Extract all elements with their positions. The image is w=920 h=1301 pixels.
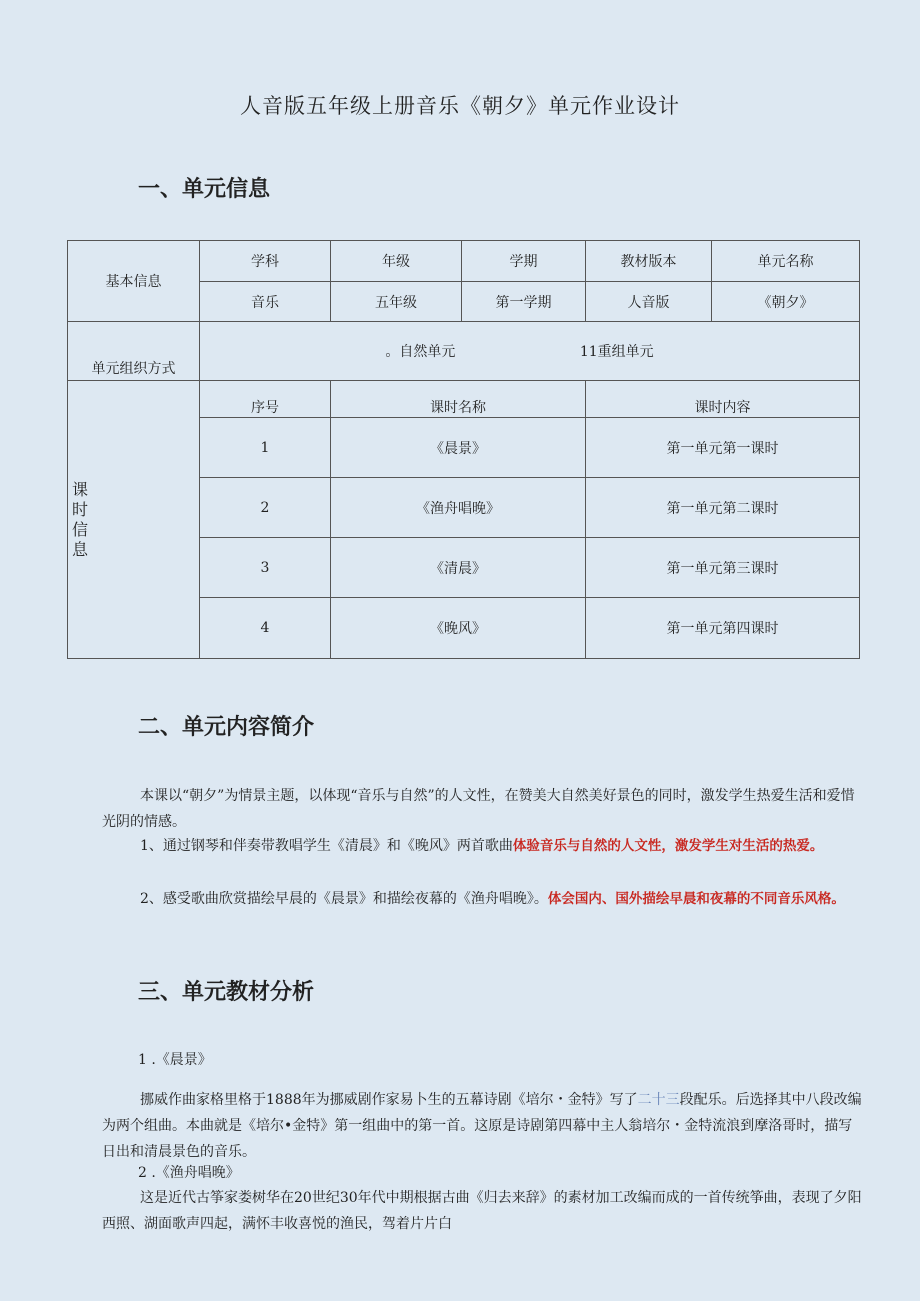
analysis-item-1-text [102, 1087, 862, 1165]
header-subject: 学科 [200, 241, 331, 282]
lesson-name: 《渔舟唱晚》 [331, 478, 586, 538]
lesson-no: 4 [200, 598, 331, 659]
intro-p3-text: 2、感受歌曲欣赏描绘早晨的《晨景》和描绘夜幕的《渔舟唱晚》。 [140, 891, 548, 907]
lesson-content: 第一单元第一课时 [586, 418, 860, 478]
lesson-no: 1 [200, 418, 331, 478]
lesson-name: 《晨景》 [331, 418, 586, 478]
section-heading-content-intro: 二、单元内容简介 [138, 715, 315, 740]
lesson-content: 第一单元第二课时 [586, 478, 860, 538]
org-method-options [200, 322, 860, 381]
value-edition: 人音版 [586, 282, 712, 322]
value-subject: 音乐 [200, 282, 331, 322]
lesson-name: 《清晨》 [331, 538, 586, 598]
lesson-no: 2 [200, 478, 331, 538]
header-term: 学期 [462, 241, 586, 282]
intro-p2-highlight: 体验音乐与自然的人文性，激发学生对生活的热爱。 [512, 838, 824, 854]
lesson-info-label: 课 时 信 息 [68, 381, 200, 659]
intro-paragraph-1: 本课以“朝夕”为情景主题，以体现“音乐与自然”的人文性，在赞美大自然美好景色的同时，激发学生热爱生活和爱惜光阴的情感。 [102, 788, 855, 830]
value-unit-name: 《朝夕》 [712, 282, 860, 322]
unit-info-table [67, 240, 860, 659]
intro-p3-highlight: 体会国内、国外描绘早晨和夜幕的不同音乐风格。 [547, 891, 845, 907]
lesson-no: 3 [200, 538, 331, 598]
header-unit-name: 单元名称 [712, 241, 860, 282]
analysis-item-2-title: 2 .《渔舟唱晚》 [138, 1165, 240, 1181]
org-method-label: 单元组织方式 [68, 322, 200, 381]
document-title: 人音版五年级上册音乐《朝夕》单元作业设计 [240, 94, 680, 118]
value-grade: 五年级 [331, 282, 462, 322]
analysis-item-1-title: 1 .《晨景》 [138, 1052, 212, 1068]
intro-paragraph-3 [102, 886, 862, 912]
section-heading-material-analysis: 三、单元教材分析 [138, 980, 315, 1005]
analysis-item-2-text: 这是近代古筝家娄树华在20世纪30年代中期根据古曲《归去来辞》的素材加工改编而成的一首传统筝曲，表现了夕阳西照、湖面歌声四起，满怀丰收喜悦的渔民，驾着片片白 [102, 1190, 862, 1232]
lesson-name: 《晚风》 [331, 598, 586, 659]
analysis-item-1-text-b: 段配乐。后选择其中八段改编为两个组曲。本曲就是《培尔•金特》第一组曲中的第一首。这原是诗剧第四幕中主人翁培尔・金特流浪到摩洛哥时，描写日出和清晨景色的音乐。 [102, 1092, 862, 1160]
basic-info-label: 基本信息 [68, 241, 200, 322]
lesson-header-name: 课时名称 [331, 381, 586, 418]
analysis-item-1-text-a: 挪威作曲家格里格于1888年为挪威剧作家易卜生的五幕诗剧《培尔・金特》写了 [140, 1092, 638, 1108]
analysis-item-1-text-faint: 二十三 [637, 1092, 680, 1108]
lesson-content: 第一单元第四课时 [586, 598, 860, 659]
section-heading-unit-info: 一、单元信息 [138, 177, 271, 202]
value-term: 第一学期 [462, 282, 586, 322]
org-option-regroup: 11重组单元 [579, 344, 654, 360]
lesson-header-no: 序号 [200, 381, 331, 418]
intro-p2-text: 1、通过钢琴和伴奏带教唱学生《清晨》和《晚风》两首歌曲 [140, 838, 513, 854]
lesson-content: 第一单元第三课时 [586, 538, 860, 598]
header-edition: 教材版本 [586, 241, 712, 282]
lesson-header-content: 课时内容 [586, 381, 860, 418]
intro-paragraph-2 [102, 833, 862, 859]
org-option-natural: 。自然单元 [385, 344, 456, 360]
header-grade: 年级 [331, 241, 462, 282]
